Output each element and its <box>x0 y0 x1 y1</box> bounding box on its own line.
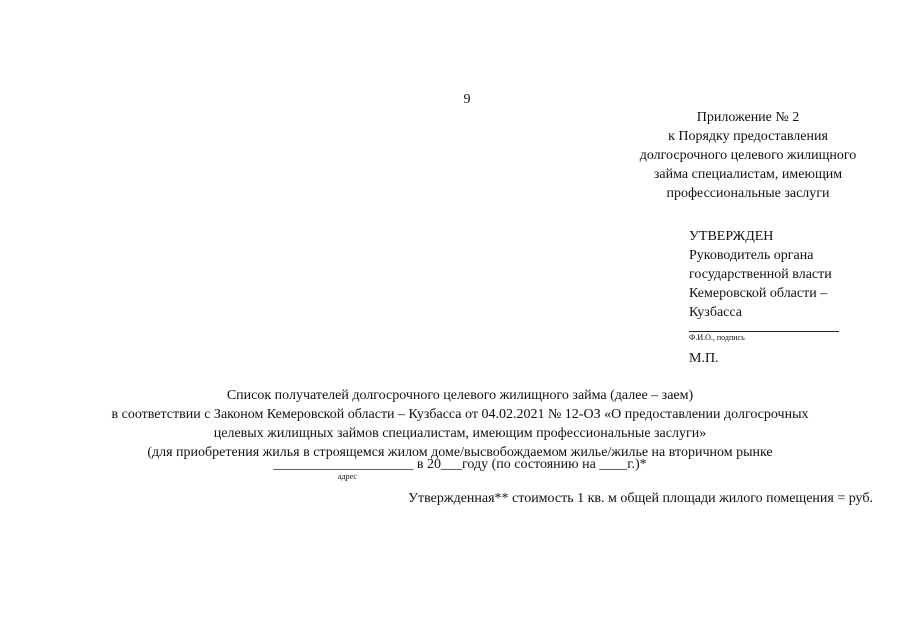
price-line: Утвержденная** стоимость 1 кв. м общей площади жилого помещения = руб. <box>408 491 873 506</box>
approval-block <box>689 227 889 322</box>
approval-line: Кузбасса <box>689 305 742 320</box>
approval-line: государственной власти <box>689 267 832 282</box>
list-title <box>40 386 880 462</box>
stamp-label: М.П. <box>689 351 719 366</box>
signature-line <box>689 331 839 332</box>
address-row: ____________________ в 20___году (по состоянию на ____г.)* <box>273 457 647 472</box>
appendix-line: Приложение № 2 <box>696 110 800 125</box>
appendix-line: займа специалистам, имеющим <box>653 167 843 182</box>
list-title-line: целевых жилищных займов специалистам, имеющим профессиональные заслуги» <box>213 426 707 441</box>
approval-line: Кемеровской области – <box>689 286 828 301</box>
page-number: 9 <box>463 92 471 107</box>
approval-line: Руководитель органа <box>689 248 814 263</box>
list-title-line: Список получателей долгосрочного целевого жилищного займа (далее – заем) <box>226 388 694 403</box>
signature-caption: Ф.И.О., подпись <box>689 333 745 342</box>
appendix-line: долгосрочного целевого жилищного <box>639 148 857 163</box>
list-title-line: (для приобретения жилья в строящемся жилом доме/высвобождаемом жилье/жилье на вторичном рынке <box>147 445 773 460</box>
appendix-line: профессиональные заслуги <box>666 186 830 201</box>
approval-heading: УТВЕРЖДЕН <box>689 229 774 244</box>
address-caption: адрес <box>338 472 357 481</box>
appendix-block <box>608 108 888 203</box>
appendix-line: к Порядку предоставления <box>668 129 828 144</box>
list-title-line: в соответствии с Законом Кемеровской области – Кузбасса от 04.02.2021 № 12-ОЗ «О предоставлении долгосрочных <box>111 407 809 422</box>
